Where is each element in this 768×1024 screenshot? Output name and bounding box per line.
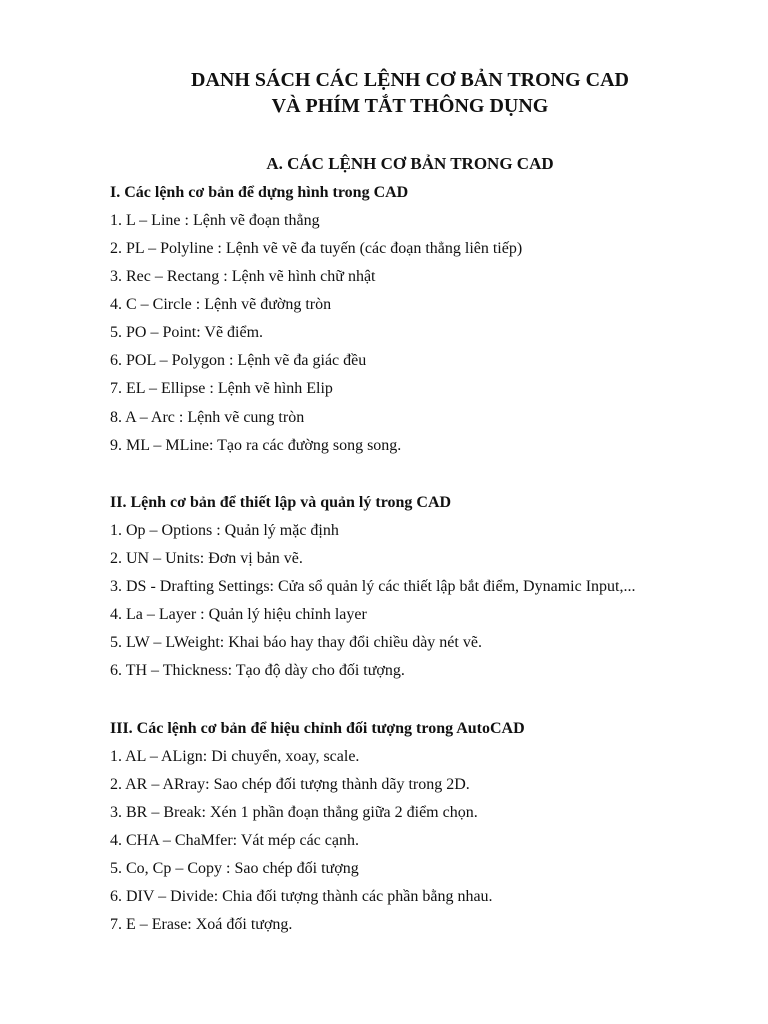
list-item: 3. DS - Drafting Settings: Cửa sổ quản lý các thiết lập bắt điểm, Dynamic Input,... xyxy=(110,578,636,595)
list-item: 6. DIV – Divide: Chia đối tượng thành các phần bằng nhau. xyxy=(110,888,493,905)
document-title-line-1: DANH SÁCH CÁC LỆNH CƠ BẢN TRONG CAD xyxy=(191,69,629,91)
list-item: 4. C – Circle : Lệnh vẽ đường tròn xyxy=(110,296,332,313)
section-1-heading: I. Các lệnh cơ bản để dựng hình trong CAD xyxy=(110,184,409,201)
list-item: 5. LW – LWeight: Khai báo hay thay đổi chiều dày nét vẽ. xyxy=(110,634,482,651)
list-item: 6. TH – Thickness: Tạo độ dày cho đối tượng. xyxy=(110,662,405,679)
list-item: 2. AR – ARray: Sao chép đối tượng thành dãy trong 2D. xyxy=(110,776,470,793)
list-item: 1. L – Line : Lệnh vẽ đoạn thẳng xyxy=(110,212,320,229)
list-item: 2. PL – Polyline : Lệnh vẽ vẽ đa tuyến (các đoạn thẳng liên tiếp) xyxy=(110,240,523,257)
document-title-line-2: VÀ PHÍM TẮT THÔNG DỤNG xyxy=(271,95,549,117)
list-item: 4. CHA – ChaMfer: Vát mép các cạnh. xyxy=(110,832,359,849)
section-2-heading: II. Lệnh cơ bản để thiết lập và quản lý trong CAD xyxy=(110,494,452,511)
list-item: 6. POL – Polygon : Lệnh vẽ đa giác đều xyxy=(110,352,367,369)
list-item: 9. ML – MLine: Tạo ra các đường song song. xyxy=(110,437,402,454)
list-item: 1. AL – ALign: Di chuyển, xoay, scale. xyxy=(110,748,360,765)
list-item: 5. PO – Point: Vẽ điểm. xyxy=(110,324,264,341)
list-item: 3. Rec – Rectang : Lệnh vẽ hình chữ nhật xyxy=(110,268,376,285)
list-item: 1. Op – Options : Quản lý mặc định xyxy=(110,522,339,539)
list-item: 5. Co, Cp – Copy : Sao chép đối tượng xyxy=(110,860,359,877)
list-item: 2. UN – Units: Đơn vị bản vẽ. xyxy=(110,550,303,567)
section-3-heading: III. Các lệnh cơ bản để hiệu chỉnh đối tượng trong AutoCAD xyxy=(110,720,525,737)
part-a-heading: A. CÁC LỆNH CƠ BẢN TRONG CAD xyxy=(266,154,554,173)
list-item: 3. BR – Break: Xén 1 phần đoạn thẳng giữa 2 điểm chọn. xyxy=(110,804,478,821)
list-item: 8. A – Arc : Lệnh vẽ cung tròn xyxy=(110,409,305,426)
list-item: 4. La – Layer : Quản lý hiệu chỉnh layer xyxy=(110,606,367,623)
list-item: 7. EL – Ellipse : Lệnh vẽ hình Elip xyxy=(110,380,333,397)
list-item: 7. E – Erase: Xoá đối tượng. xyxy=(110,916,293,933)
